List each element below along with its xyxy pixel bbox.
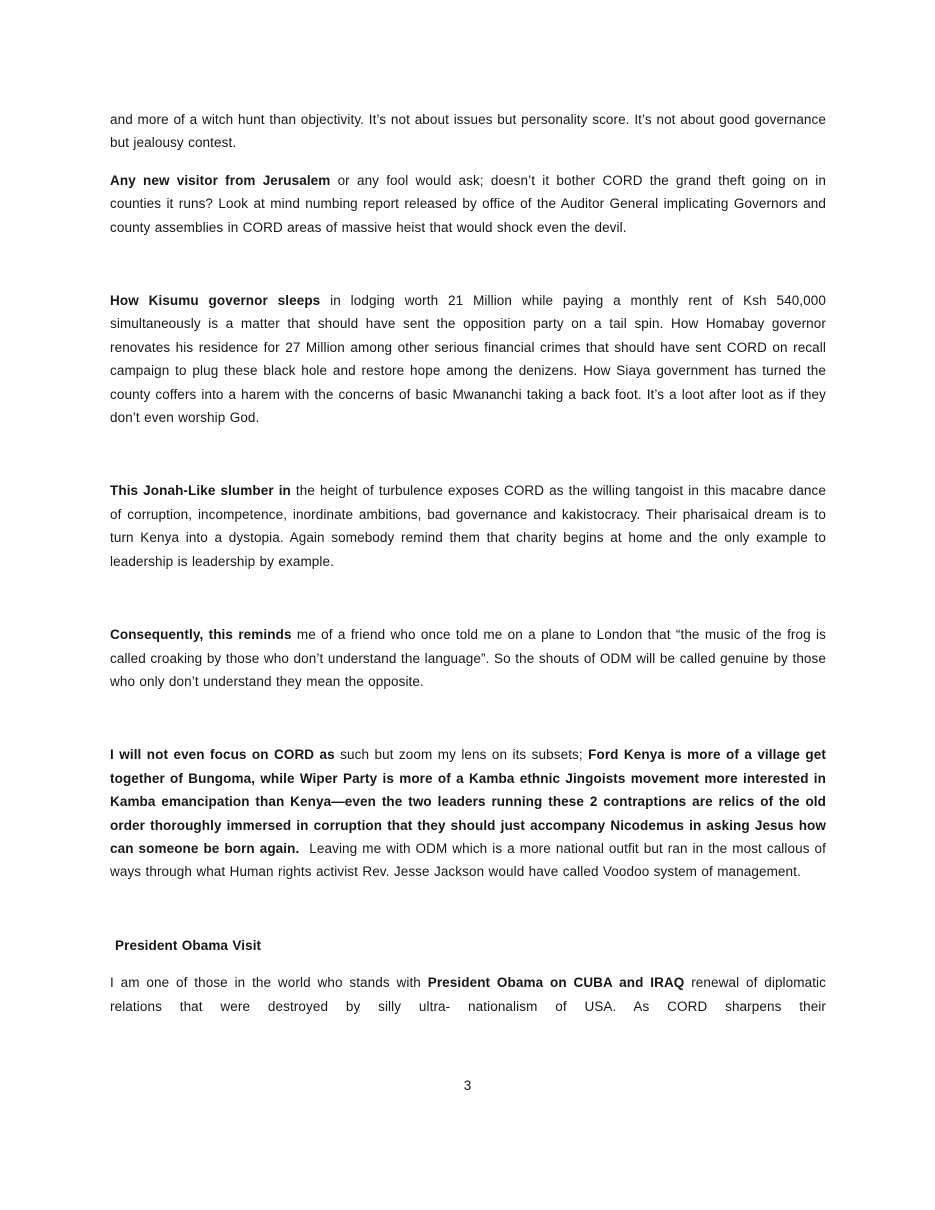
text-run: I am one of those in the world who stands with [110, 975, 428, 991]
document-body [110, 108, 826, 1018]
paragraph [110, 289, 826, 429]
bold-text-run: I will not even focus on CORD as [110, 747, 335, 763]
text-run: Leaving me with ODM which is a more national outfit but ran in the most callous of ways through what Human rights activist Rev. Jesse Jackson would have called Voodoo system of management. [110, 840, 826, 880]
paragraph [110, 623, 826, 693]
text-run: the height of turbulence exposes CORD as the willing tangoist in this macabre dance of corruption, incompetence, inordinate ambitions, bad governance and kakistocracy. Their pharisaical dream is to turn Kenya into a dystopia. Again somebody remind them that charity begins at home and the only example to leadership is leadership by example. [110, 483, 826, 569]
bold-text-run: Ford Kenya is more of a village get together of Bungoma, while Wiper Party is more of a Kamba ethnic Jingoists movement more interested in Kamba emancipation than Kenya—even the two leaders running these 2 contraptions are relics of the old order thoroughly immersed in corruption that they should just accompany Nicodemus in asking Jesus how can someone be born again. [110, 747, 826, 856]
section-heading [110, 934, 826, 957]
text-run: in lodging worth 21 Million while paying a monthly rent of Ksh 540,000 simultaneously is a matter that should have sent the opposition party on a tail spin. How Homabay governor renovates his residence for 27 Million among other serious financial crimes that should have sent CORD on recall campaign to plug these black hole and restore hope among the denizens. How Siaya government has turned the county coffers into a harem with the concerns of basic Mwananchi taking a back foot. It’s a loot after loot as if they don’t even worship God. [110, 293, 826, 426]
text-run: or any fool would ask; doesn’t it bother CORD the grand theft going on in counties it runs? Look at mind numbing report released by office of the Auditor General implicating Governors and county assemblies in CORD areas of massive heist that would shock even the devil. [110, 172, 826, 235]
bold-text-run: Any new visitor from Jerusalem [110, 172, 331, 188]
bold-text-run: Consequently, this reminds [110, 627, 292, 643]
bold-text-run: President Obama on CUBA and IRAQ [427, 975, 685, 991]
text-run: renewal of diplomatic relations that were destroyed by silly ultra- nationalism of USA. As CORD sharpens their [110, 975, 827, 1014]
paragraph [110, 971, 826, 1018]
text-run: and more of a witch hunt than objectivity. It’s not about issues but personality score. It’s not about good governance but jealousy contest. [110, 112, 826, 151]
paragraph [110, 743, 826, 883]
bold-text-run: How Kisumu governor sleeps [110, 293, 321, 309]
bold-text-run: This Jonah-Like slumber in [110, 483, 291, 499]
page-number: 3 [463, 1078, 472, 1093]
text-run: me of a friend who once told me on a plane to London that “the music of the frog is called croaking by those who don’t understand the language”. So the shouts of ODM will be called genuine by those who only don’t understand they mean the opposite. [110, 627, 826, 689]
bold-text-run: President Obama Visit [115, 937, 262, 953]
paragraph [110, 108, 826, 155]
paragraph [110, 169, 826, 239]
text-run: such but zoom my lens on its subsets; [334, 747, 589, 763]
paragraph [110, 479, 826, 573]
